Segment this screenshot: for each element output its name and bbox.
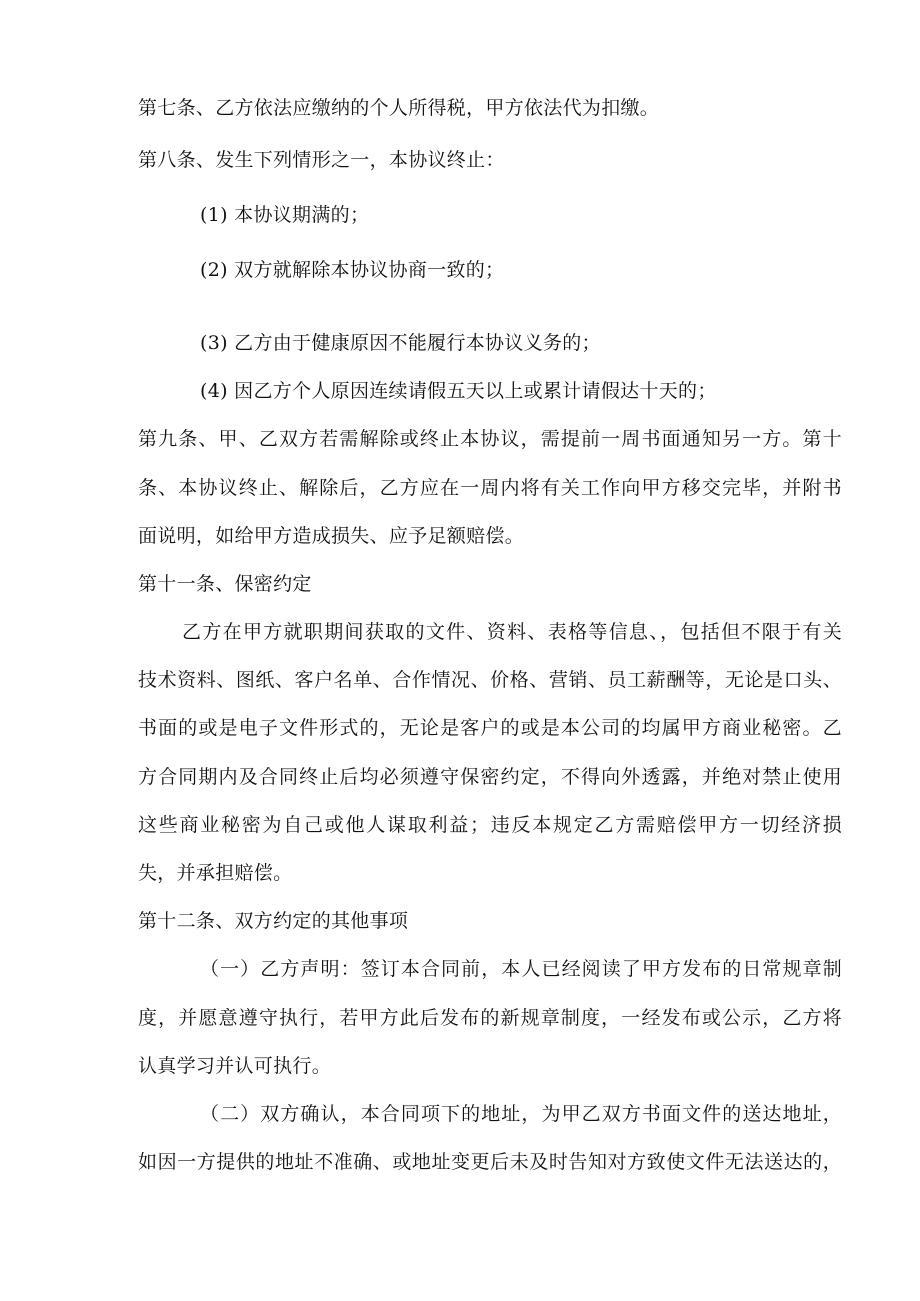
article-8-item-1: (1) 本协议期满的； bbox=[200, 204, 370, 226]
article-8-item-4: (4) 因乙方个人原因连续请假五天以上或累计请假达十天的； bbox=[200, 380, 717, 402]
article-12-item-1-line-2: 度，并愿意遵守执行，若甲方此后发布的新规章制度，一经发布或公示，乙方将 bbox=[138, 1007, 842, 1029]
article-11-line-6: 失，并承担赔偿。 bbox=[138, 862, 293, 884]
article-11-line-2: 技术资料、图纸、客户名单、合作情况、价格、营销、员工薪酬等，无论是口头、 bbox=[138, 669, 842, 691]
article-8-item-2: (2) 双方就解除本协议协商一致的； bbox=[200, 259, 505, 281]
article-9-line-1: 第九条、甲、乙双方若需解除或终止本协议，需提前一周书面通知另一方。第十 bbox=[138, 428, 842, 450]
article-8-heading: 第八条、发生下列情形之一，本协议终止： bbox=[138, 149, 505, 171]
article-12-item-2-line-2: 如因一方提供的地址不准确、或地址变更后未及时告知对方致使文件无法送达的， bbox=[138, 1151, 842, 1173]
article-12-item-1-line-3: 认真学习并认可执行。 bbox=[138, 1055, 332, 1077]
article-12-item-2-line-1: （二）双方确认，本合同项下的地址，为甲乙双方书面文件的送达地址， bbox=[200, 1103, 842, 1125]
article-12-item-1-line-1: （一）乙方声明：签订本合同前，本人已经阅读了甲方发布的日常规章制 bbox=[200, 958, 842, 980]
article-12-heading: 第十二条、双方约定的其他事项 bbox=[138, 910, 409, 932]
article-9-line-2: 条、本协议终止、解除后，乙方应在一周内将有关工作向甲方移交完毕，并附书 bbox=[138, 477, 842, 499]
article-11-line-3: 书面的或是电子文件形式的，无论是客户的或是本公司的均属甲方商业秘密。乙 bbox=[138, 717, 842, 739]
article-11-line-4: 方合同期内及合同终止后均必须遵守保密约定，不得向外透露，并绝对禁止使用 bbox=[138, 766, 842, 788]
article-11-heading: 第十一条、保密约定 bbox=[138, 573, 312, 595]
article-11-line-5: 这些商业秘密为自己或他人谋取利益；违反本规定乙方需赔偿甲方一切经济损 bbox=[138, 814, 842, 836]
article-11-line-1: 乙方在甲方就职期间获取的文件、资料、表格等信息、，包括但不限于有关 bbox=[182, 621, 842, 643]
article-8-item-3: (3) 乙方由于健康原因不能履行本协议义务的； bbox=[200, 332, 601, 354]
article-7: 第七条、乙方依法应缴纳的个人所得税，甲方依法代为扣缴。 bbox=[138, 97, 660, 119]
article-9-line-3: 面说明，如给甲方造成损失、应予足额赔偿。 bbox=[138, 525, 525, 547]
